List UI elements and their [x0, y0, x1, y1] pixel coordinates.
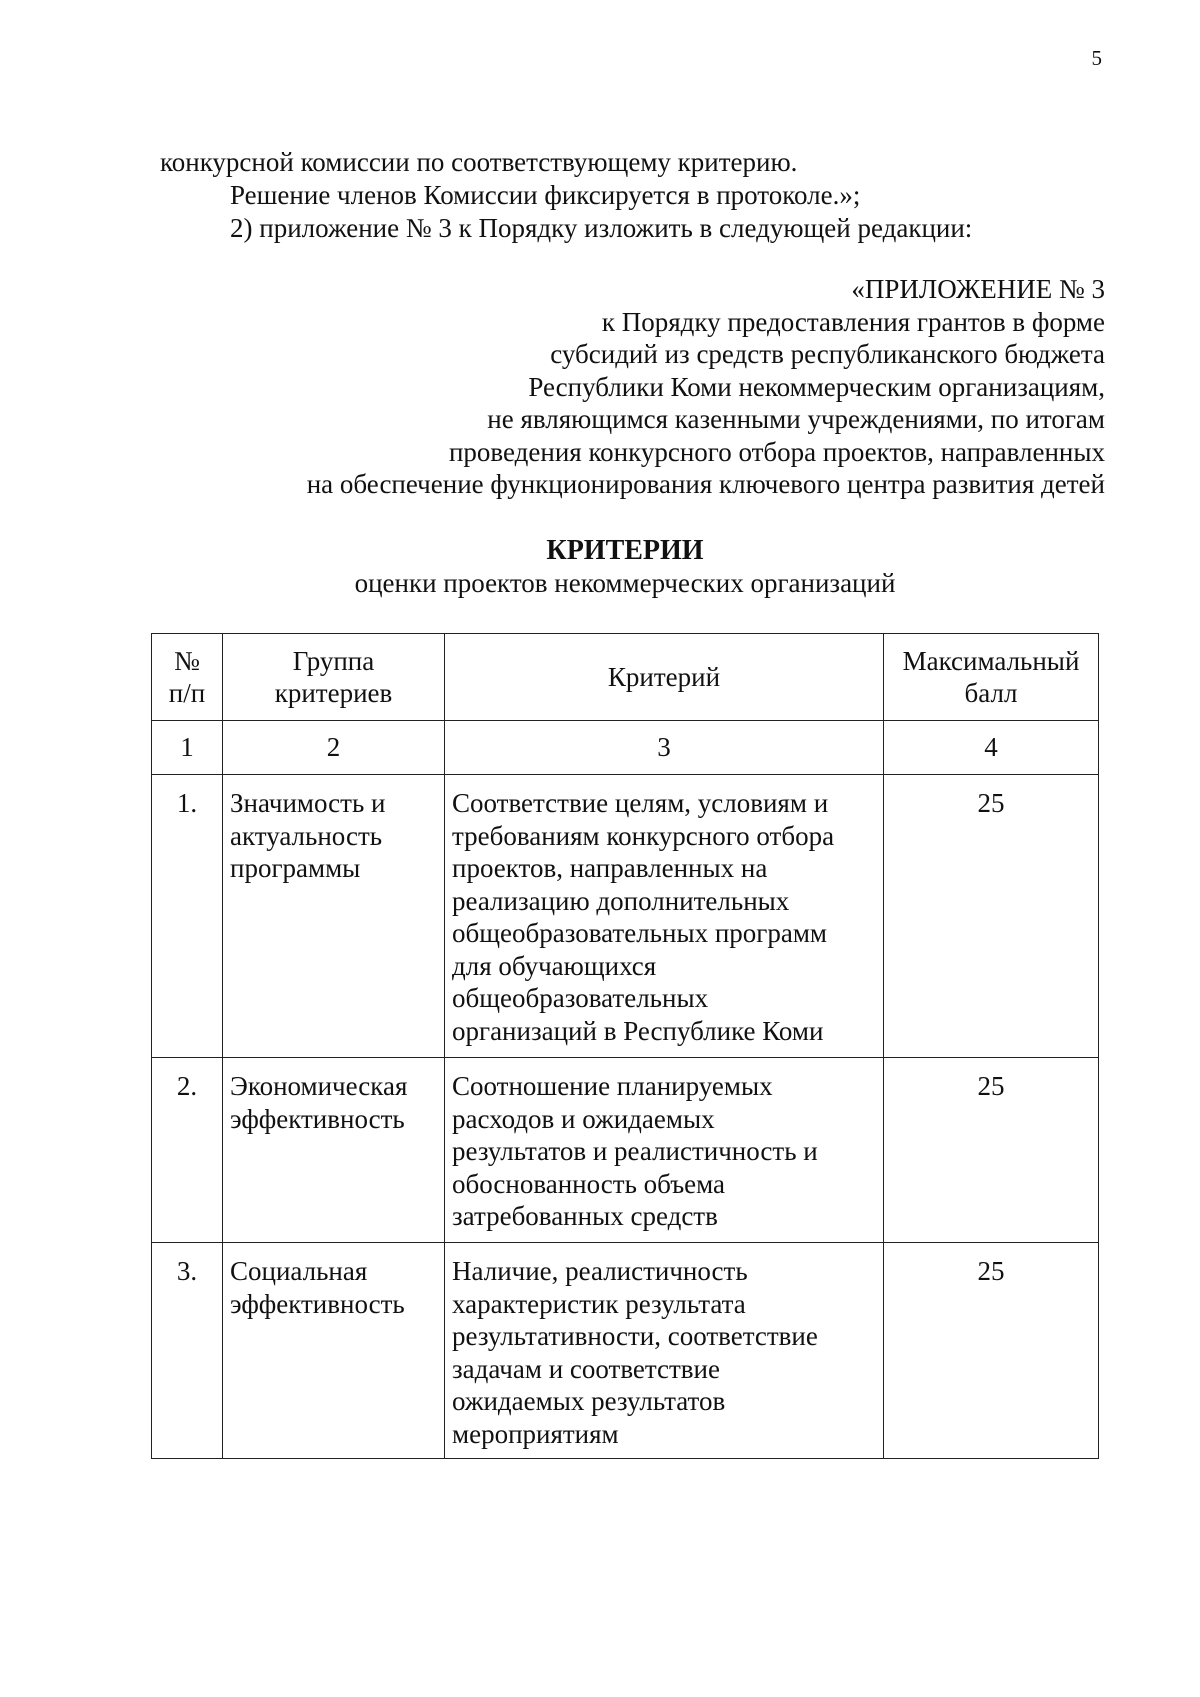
intro-line-1: конкурсной комиссии по соответствующему критерию. [160, 147, 798, 177]
cell-line: мероприятиям [452, 1418, 619, 1449]
cell-line: общеобразовательных программ [452, 918, 828, 948]
cell-line: актуальность [230, 820, 383, 851]
header-text: критериев [274, 678, 393, 708]
row-number: 3. [152, 1243, 223, 1459]
cell-line: реализацию дополнительных [452, 885, 790, 916]
appendix-line: к Порядку предоставления грантов в форме [601, 306, 1105, 337]
cell-line: результатов и реалистичность и [452, 1136, 818, 1166]
criterion [445, 1243, 884, 1459]
appendix-line: проведения конкурсного отбора проектов, направленных [448, 436, 1105, 467]
criteria-group [223, 1243, 445, 1459]
cell-line: проектов, направленных на [452, 853, 768, 883]
document-title: КРИТЕРИИ [546, 535, 704, 566]
criteria-group [223, 775, 445, 1058]
header-number [152, 634, 223, 721]
cell-line: Значимость и [230, 788, 386, 818]
cell-line: эффективность [230, 1103, 405, 1134]
table-row [152, 1058, 1099, 1243]
column-number: 2 [223, 721, 445, 775]
column-number-row [152, 721, 1099, 775]
criterion [445, 775, 884, 1058]
column-number: 4 [884, 721, 1099, 775]
row-number: 1. [152, 775, 223, 1058]
header-text: балл [964, 678, 1018, 708]
cell-line: результативности, соответствие [452, 1321, 818, 1351]
cell-line: Социальная [230, 1256, 368, 1286]
header-text: п/п [168, 678, 206, 708]
page-number: 5 [1091, 46, 1102, 70]
header-group [223, 634, 445, 721]
cell-line: программы [230, 853, 361, 883]
appendix-heading [307, 273, 1105, 501]
appendix-line: субсидий из средств республиканского бюджета [550, 339, 1105, 369]
header-text: Группа [292, 645, 375, 676]
table-row [152, 775, 1099, 1058]
header-max-score [884, 634, 1099, 721]
cell-line: требованиям конкурсного отбора [452, 820, 835, 851]
cell-line: обоснованность объема [452, 1168, 726, 1199]
row-number: 2. [152, 1058, 223, 1243]
max-score: 25 [884, 775, 1099, 1058]
criterion [445, 1058, 884, 1243]
cell-line: ожидаемых результатов [452, 1386, 726, 1416]
header-text: Максимальный [902, 645, 1080, 676]
cell-line: эффективность [230, 1288, 405, 1319]
cell-line: Наличие, реалистичность [452, 1256, 748, 1286]
cell-line: организаций в Республике Коми [452, 1015, 824, 1046]
table-row [152, 1243, 1099, 1459]
column-number: 3 [445, 721, 884, 775]
column-number: 1 [152, 721, 223, 775]
appendix-line: не являющимся казенными учреждениями, по итогам [487, 404, 1105, 434]
max-score: 25 [884, 1058, 1099, 1243]
header-text: Критерий [607, 661, 721, 692]
header-criterion [445, 634, 884, 721]
cell-line: задачам и соответствие [452, 1353, 720, 1384]
intro-line-2: Решение членов Комиссии фиксируется в протоколе.»; [230, 180, 861, 210]
cell-line: затребованных средств [452, 1201, 718, 1231]
appendix-line: «ПРИЛОЖЕНИЕ № 3 [851, 274, 1105, 304]
cell-line: расходов и ожидаемых [452, 1103, 715, 1134]
cell-line: общеобразовательных [452, 983, 709, 1013]
criteria-table [151, 633, 1099, 1459]
table-header-row [152, 634, 1099, 721]
appendix-line: Республики Коми некоммерческим организациям, [528, 371, 1105, 402]
cell-line: Соотношение планируемых [452, 1071, 773, 1101]
document-subtitle: оценки проектов некоммерческих организаций [354, 568, 896, 598]
criteria-group [223, 1058, 445, 1243]
max-score: 25 [884, 1243, 1099, 1459]
cell-line: Соответствие целям, условиям и [452, 788, 829, 818]
header-text: № [174, 645, 200, 676]
cell-line: характеристик результата [452, 1288, 746, 1319]
intro-line-3: 2) приложение № 3 к Порядку изложить в следующей редакции: [230, 213, 973, 243]
appendix-line: на обеспечение функционирования ключевого центра развития детей [306, 469, 1105, 499]
cell-line: Экономическая [230, 1071, 408, 1101]
cell-line: для обучающихся [452, 950, 657, 981]
